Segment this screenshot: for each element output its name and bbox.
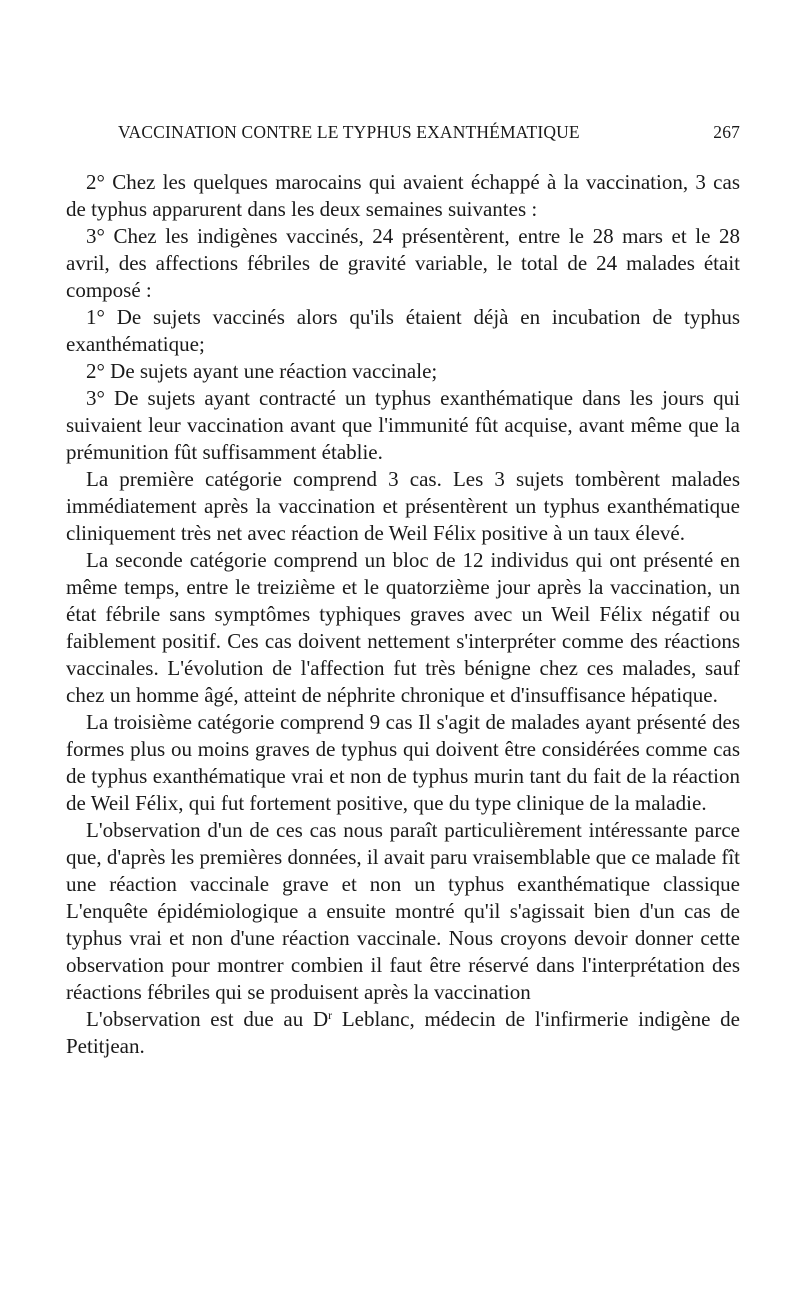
page-number: 267 — [713, 122, 740, 142]
document-page — [66, 122, 740, 1060]
attribution-text-start: L'observation est due au D — [86, 1007, 329, 1031]
paragraph-item-3: 3° Chez les indigènes vaccinés, 24 présentèrent, entre le 28 mars et le 28 avril, des affections fébriles de gravité variable, le total de 24 malades était composé : — [66, 224, 740, 302]
page-header — [66, 122, 740, 143]
paragraph-sublist-2: 2° De sujets ayant une réaction vaccinale; — [86, 359, 438, 383]
paragraph-sublist-1: 1° De sujets vaccinés alors qu'ils étaient déjà en incubation de typhus exanthématique; — [66, 305, 740, 356]
body-text — [66, 169, 740, 1060]
attribution-text-end: Leblanc, médecin de l'infirmerie indigène de Petitjean. — [66, 1007, 740, 1058]
paragraph-second-category: La seconde catégorie comprend un bloc de 12 individus qui ont présenté en même temps, entre le treizième et le quatorzième jour après la vaccination, un état fébrile sans symptômes typhiques graves avec un Weil Félix négatif ou faiblement positif. Ces cas doivent nettement s'interpréter comme des réactions vaccinales. L'évolution de l'affection fut très bénigne chez ces malades, sauf chez un homme âgé, atteint de néphrite chronique et d'insuffisance hépatique. — [66, 548, 740, 707]
paragraph-attribution — [66, 1006, 740, 1060]
doctor-superscript: r — [328, 1008, 333, 1022]
paragraph-sublist-3: 3° De sujets ayant contracté un typhus exanthématique dans les jours qui suivaient leur vaccination avant que l'immunité fût acquise, avant même que la prémunition fût suffisamment établie. — [66, 386, 740, 464]
running-head: VACCINATION CONTRE LE TYPHUS EXANTHÉMATIQUE — [118, 122, 580, 142]
paragraph-observation: L'observation d'un de ces cas nous paraît particulièrement intéressante parce que, d'après les premières données, il avait paru vraisemblable que ce malade fît une réaction vaccinale grave et non un typhus exanthématique classique L'enquête épidémiologique a ensuite montré qu'il s'agissait bien d'un cas de typhus vrai et non d'une réaction vaccinale. Nous croyons devoir donner cette observation pour montrer combien il faut être réservé dans l'interprétation des réactions fébriles qui se produisent après la vaccination — [66, 818, 740, 1004]
paragraph-item-2: 2° Chez les quelques marocains qui avaient échappé à la vaccination, 3 cas de typhus apparurent dans les deux semaines suivantes : — [66, 170, 740, 221]
paragraph-first-category: La première catégorie comprend 3 cas. Les 3 sujets tombèrent malades immédiatement après la vaccination et présentèrent un typhus exanthématique cliniquement très net avec réaction de Weil Félix positive à un taux élevé. — [66, 467, 740, 545]
paragraph-third-category: La troisième catégorie comprend 9 cas Il s'agit de malades ayant présenté des formes plus ou moins graves de typhus qui doivent être considérées comme cas de typhus exanthématique vrai et non de typhus murin tant du fait de la réaction de Weil Félix, qui fut fortement positive, que du type clinique de la maladie. — [66, 710, 740, 815]
